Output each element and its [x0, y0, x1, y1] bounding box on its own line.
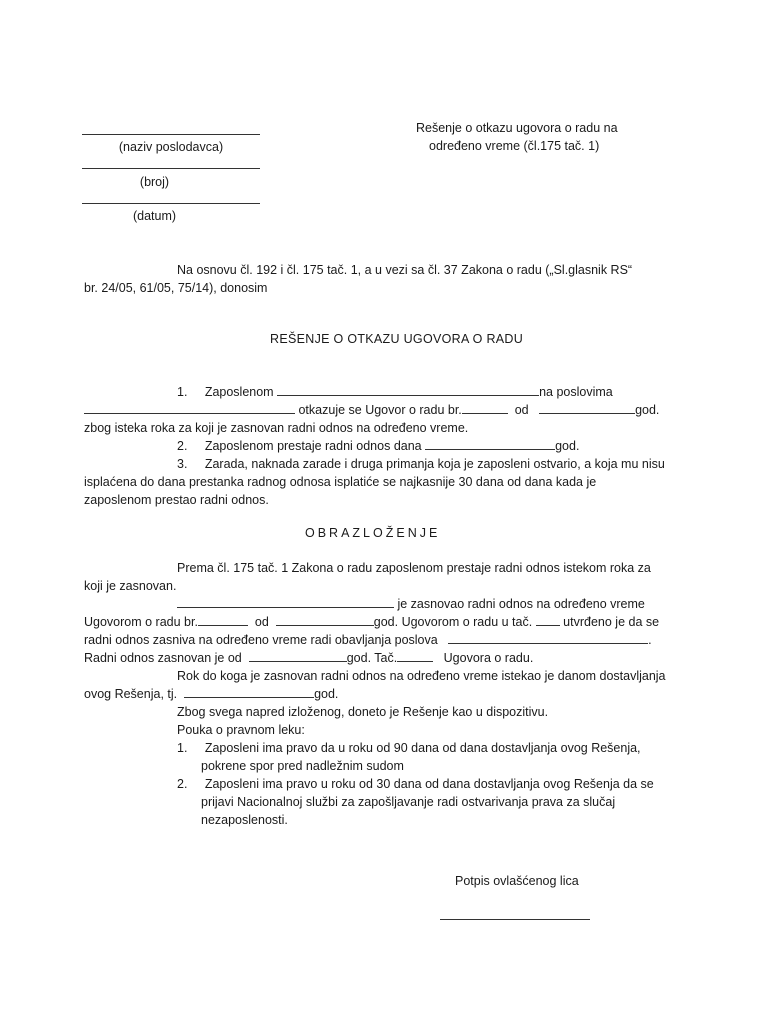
remedy2-line1 [177, 775, 654, 793]
clause-number-field[interactable] [536, 613, 560, 626]
item1-line2 [84, 401, 659, 419]
remedy2-line3: nezaposlenosti. [201, 813, 288, 827]
reasoning-p3b1: ovog Rešenja, tj. [84, 687, 178, 701]
employer-label: (naziv poslodavca) [118, 140, 224, 154]
remedy1-text-a: Zaposleni ima pravo da u roku od 90 dana od dana dostavljanja ovog Rešenja, [204, 741, 641, 755]
reasoning-p2b3: god. Ugovorom o radu u tač. [373, 615, 533, 629]
employee-name-field[interactable] [277, 383, 539, 396]
document-type-line1: Rešenje o otkazu ugovora o radu na [416, 121, 618, 135]
preamble-line2: br. 24/05, 61/05, 75/14), donosim [84, 281, 268, 295]
item3-line3: zaposlenom prestao radni odnos. [84, 493, 269, 507]
signature-line [440, 919, 590, 920]
reasoning-contract-number-field[interactable] [198, 613, 248, 626]
item2-text-b: god. [555, 439, 580, 453]
reasoning-p2d1: Radni odnos zasnovan je od [84, 651, 242, 665]
reasoning-p2b4: utvrđeno je da se [563, 615, 660, 629]
decision-title: REŠENJE O OTKAZU UGOVORA O RADU [270, 332, 524, 346]
reasoning-p1-line2: koji je zasnovan. [84, 579, 177, 593]
item1-text-d: od [514, 403, 529, 417]
date-line [82, 203, 260, 204]
expiry-date-field[interactable] [184, 685, 314, 698]
remedy1-line2: pokrene spor pred nadležnim sudom [201, 759, 404, 773]
item1-text-a: Zaposlenom [204, 385, 274, 399]
reasoning-p1-line1: Prema čl. 175 tač. 1 Zakona o radu zaposlenom prestaje radni odnos istekom roka za [177, 561, 651, 575]
document-type-line2: određeno vreme (čl.175 tač. 1) [429, 139, 600, 153]
remedy1-number: 1. [177, 741, 188, 755]
remedy2-text-a: Zaposleni ima pravo u roku od 30 dana od dana dostavljanja ovog Rešenja da se [204, 777, 654, 791]
reasoning-p3b2: god. [314, 687, 339, 701]
employment-start-date-field[interactable] [249, 649, 347, 662]
contract-number-field[interactable] [462, 401, 508, 414]
item1-text-e: god. [635, 403, 660, 417]
item1-number: 1. [177, 385, 188, 399]
reasoning-p2-line4 [84, 649, 533, 667]
reasoning-clause-field[interactable] [397, 649, 433, 662]
item1-text-b: na poslovima [539, 385, 613, 399]
contract-date-field[interactable] [539, 401, 635, 414]
item3-line2: isplaćena do dana prestanka radnog odnosa isplatiće se najkasnije 30 dana od dana kada je [84, 475, 597, 489]
item3-line1 [177, 455, 665, 473]
date-label: (datum) [132, 209, 177, 223]
remedy1-line1 [177, 739, 641, 757]
reasoning-p2d2: god. Tač. [346, 651, 398, 665]
reasoning-p2c-end: . [648, 633, 652, 647]
employer-name-line [82, 134, 260, 135]
reasoning-p2d3: Ugovora o radu. [443, 651, 534, 665]
reasoning-p2-line2 [84, 613, 659, 631]
remedy2-number: 2. [177, 777, 188, 791]
reasoning-p2-line1 [177, 595, 645, 613]
number-label: (broj) [139, 175, 170, 189]
item2-line [177, 437, 579, 455]
termination-date-field[interactable] [425, 437, 555, 450]
reasoning-p2b2: od [254, 615, 269, 629]
item1-line1 [177, 383, 613, 401]
reasoning-p2a: je zasnovao radni odnos na određeno vreme [397, 597, 645, 611]
item2-number: 2. [177, 439, 188, 453]
item1-line3: zbog isteka roka za koji je zasnovan radni odnos na određeno vreme. [84, 421, 469, 435]
reasoning-p2-line3 [84, 631, 652, 649]
reasoning-p2c: radni odnos zasniva na određeno vreme radi obavljanja poslova [84, 633, 438, 647]
position-field[interactable] [84, 401, 295, 414]
reasoning-contract-date-field[interactable] [276, 613, 374, 626]
job-duties-field[interactable] [448, 631, 648, 644]
reasoning-p2b1: Ugovorom o radu br. [84, 615, 198, 629]
employee-reasoning-field[interactable] [177, 595, 394, 608]
reasoning-p5: Pouka o pravnom leku: [177, 723, 305, 737]
reasoning-p3-line2 [84, 685, 338, 703]
item3-text-a: Zarada, naknada zarade i druga primanja koja je zaposleni ostvario, a koja mu nisu [204, 457, 665, 471]
number-line [82, 168, 260, 169]
item2-text-a: Zaposlenom prestaje radni odnos dana [204, 439, 422, 453]
preamble-line1: Na osnovu čl. 192 i čl. 175 tač. 1, a u vezi sa čl. 37 Zakona o radu („Sl.glasnik RS“ [177, 263, 633, 277]
item3-number: 3. [177, 457, 188, 471]
remedy2-line2: prijavi Nacionalnoj službi za zapošljavanje radi ostvarivanja prava za slučaj [201, 795, 616, 809]
reasoning-title: OBRAZLOŽENJE [305, 526, 441, 540]
signature-label: Potpis ovlašćenog lica [455, 874, 579, 888]
item1-text-c: otkazuje se Ugovor o radu br. [298, 403, 462, 417]
reasoning-p3-line1: Rok do koga je zasnovan radni odnos na određeno vreme istekao je danom dostavljanja [177, 669, 666, 683]
reasoning-p4: Zbog svega napred izloženog, doneto je Rešenje kao u dispozitivu. [177, 705, 549, 719]
